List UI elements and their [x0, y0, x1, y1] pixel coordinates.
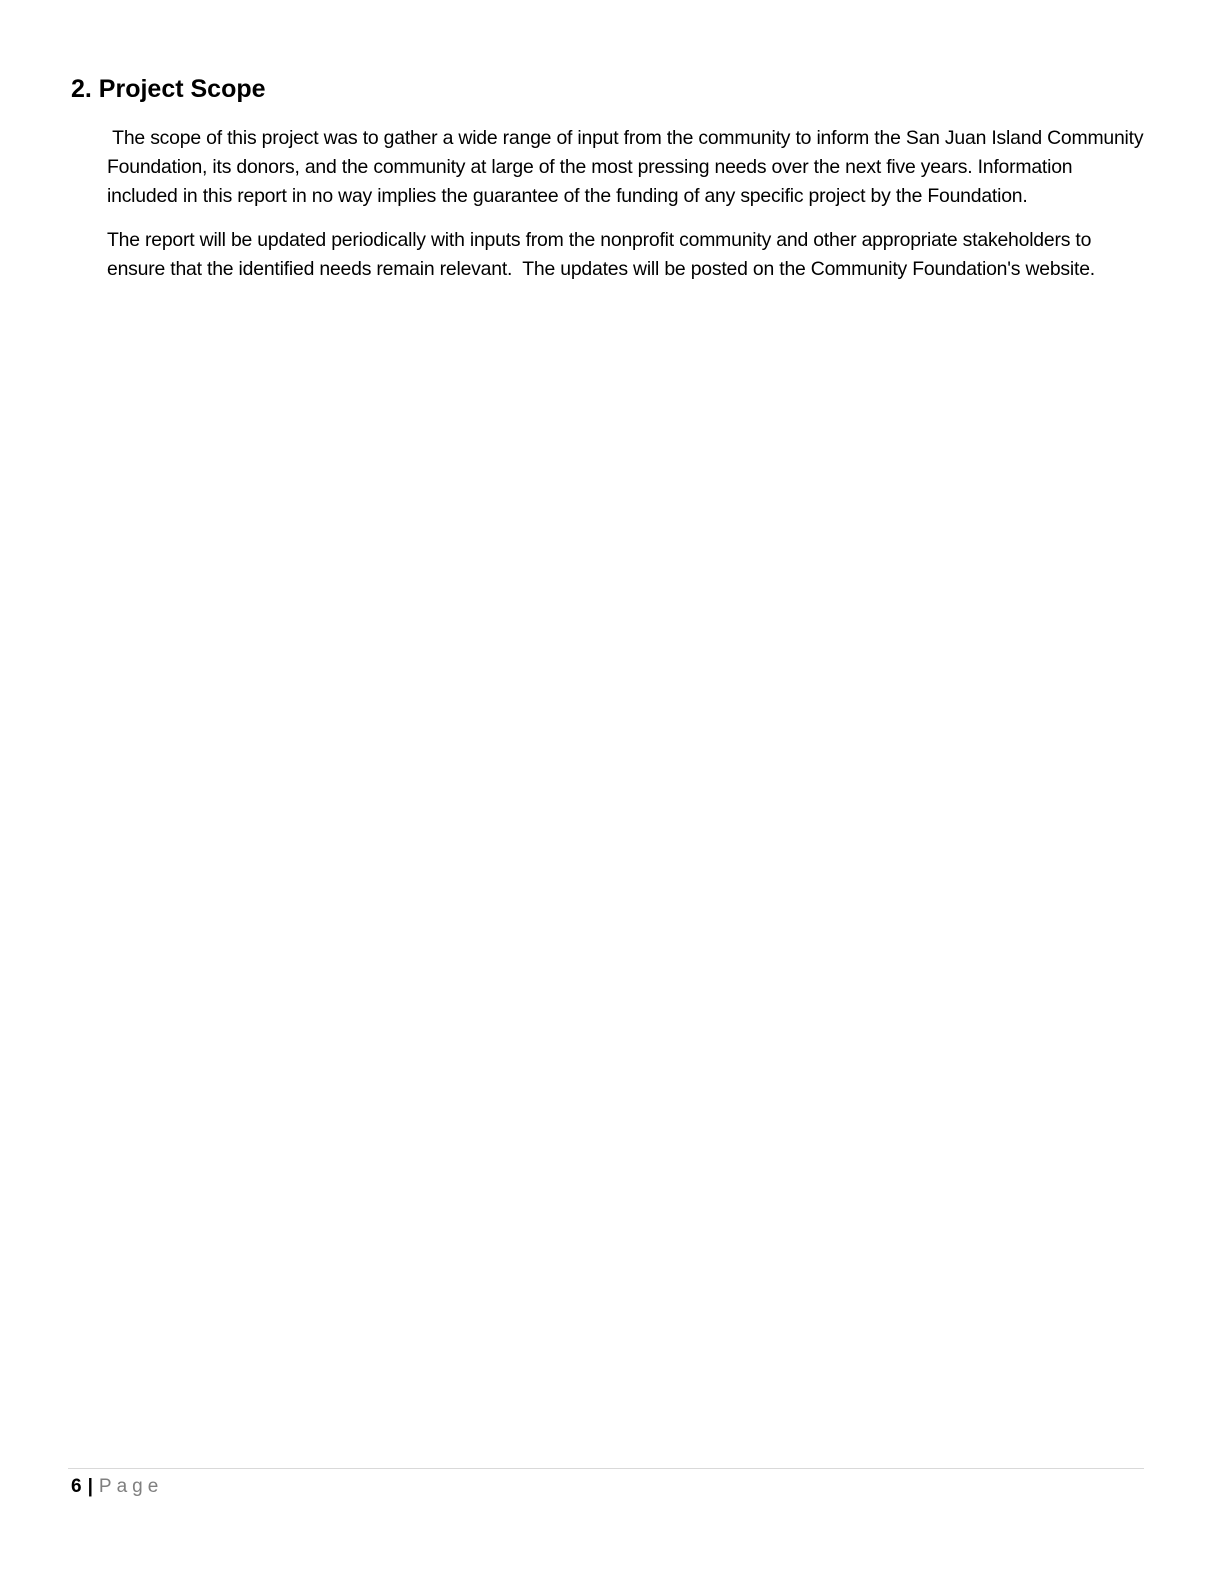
scope-paragraph: The scope of this project was to gather a wide range of input from the community to inform the San Juan Island Community Foundation, its donors, and the community at large of the most pressing needs over the next five years. Information included in this report in no way implies the guarantee of the funding of any specific project by the Foundation. [107, 127, 1144, 207]
page-label: Page [98, 1476, 164, 1497]
footer-divider [68, 1468, 1144, 1469]
update-paragraph: The report will be updated periodically with inputs from the nonprofit community and other appropriate stakeholders to ensure that the identified needs remain relevant. The updates will be posted on the Community Foundation's website. [107, 229, 1095, 281]
section-body [107, 124, 1147, 300]
page-number: 6 [71, 1476, 82, 1497]
footer-separator: | [87, 1476, 93, 1497]
section-heading: 2. Project Scope [71, 75, 266, 103]
page-footer [71, 1474, 163, 1500]
